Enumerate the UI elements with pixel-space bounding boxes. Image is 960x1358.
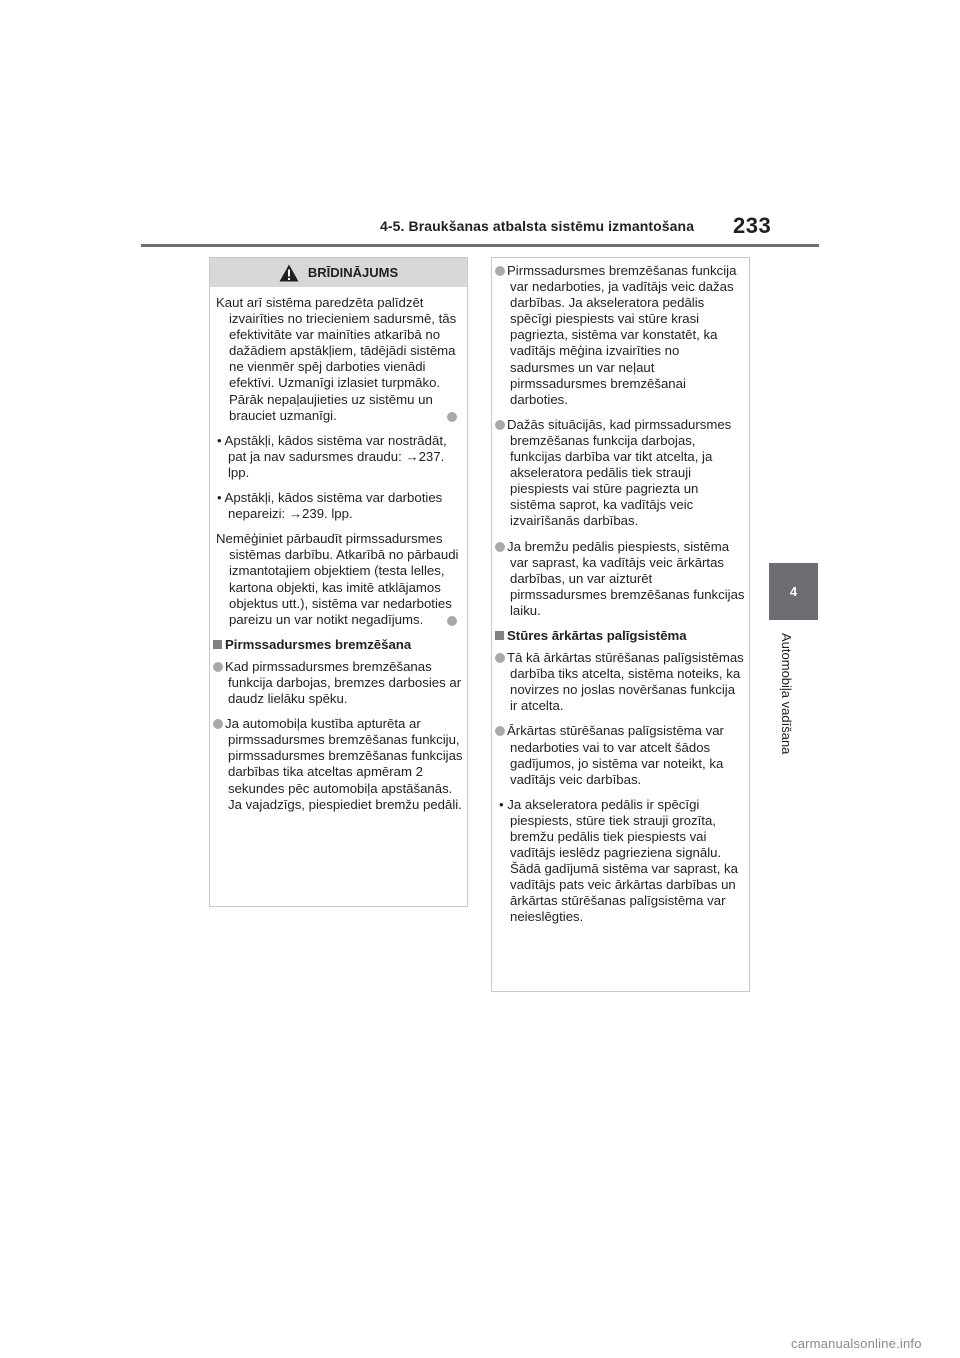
dot-item: Ārkārtas stūrēšanas palīgsistēma var nedarboties vai to var atcelt šādos gadījumos, jo sistēma var noteikt, ka vadītājs veic darbības. [492, 723, 749, 787]
warning-bullet: • Apstākļi, kādos sistēma var darboties nepareizi: →239. lpp. [217, 490, 443, 522]
watermark: carmanualsonline.info [791, 1336, 922, 1351]
dot-item: Tā kā ārkārtas stūrēšanas palīgsistēmas darbība tiks atcelta, sistēma noteiks, ka novirzes no joslas novēršanas funkcija ir atcelta. [492, 650, 749, 714]
warning-triangle-icon [279, 264, 299, 282]
dot-bullet-icon [495, 420, 505, 430]
chapter-tab [769, 563, 818, 620]
section-title: 4-5. Braukšanas atbalsta sistēmu izmantošana [380, 218, 695, 234]
square-bullet-icon [495, 631, 504, 640]
warning-dot-item: Kad pirmssadursmes bremzēšanas funkcija darbojas, bremzes darbosies ar daudz lielāku spēku. [210, 659, 467, 707]
square-bullet-icon [213, 640, 222, 649]
dot-bullet-icon [495, 542, 505, 552]
end-mark-icon [447, 616, 457, 626]
warning-dot-item: Ja automobiļa kustība apturēta ar pirmssadursmes bremzēšanas funkciju, pirmssadursmes bremzēšanas funkcijas darbības tika atceltas apmēram 2 sekundes pēc automobiļa apstāšanās. Ja vajadzīgs, piespiediet bremžu pedāli. [210, 716, 467, 813]
warning-body [210, 287, 467, 813]
dot-bullet-icon [495, 653, 505, 663]
warning-paragraph: Nemēģiniet pārbaudīt pirmssadursmes sistēmas darbību. Atkarībā no pārbaudi izmantotajiem objektiem (testa lelles, kartona objekti, kas imitē atklājamos objektus utt.), sistēma var nedarboties pareizu un var notikt negadījums. [216, 531, 459, 627]
dot-item: Ja bremžu pedālis piespiests, sistēma var saprast, ka vadītājs veic ārkārtas darbības, un var aizturēt pirmssadursmes bremzēšanas funkcijas laiku. [492, 539, 749, 619]
dot-item: Dažās situācijās, kad pirmssadursmes bremzēšanas funkcija darbojas, funkcijas darbība var tikt atcelta, ja akseleratora pedālis tiek strauji piespiests vai stūre pagriezta un sistēma saprot, ka vadītājs veic izvairīšanās darbības. [492, 417, 749, 530]
subheading: Stūres ārkārtas palīgsistēma [492, 628, 749, 644]
dot-bullet-icon [213, 662, 223, 672]
chapter-title: Automobiļa vadīšana [779, 633, 794, 755]
header-divider [141, 244, 819, 247]
warning-header [210, 258, 467, 287]
bullet-item: • Ja akseleratora pedālis ir spēcīgi piespiests, stūre tiek strauji grozīta, bremžu pedālis tiek piespiests vai vadītājs ieslēdz pagrieziena signālu. Šādā gadījumā sistēma var saprast, ka vadītājs pats veic ārkārtas darbības un ārkārtas stūrēšanas palīgsistēma var neieslēgties. [499, 796, 738, 925]
subheading: Pirmssadursmes bremzēšana [210, 637, 467, 653]
dot-item: Pirmssadursmes bremzēšanas funkcija var nedarboties, ja vadītājs veic dažas darbības. Ja akseleratora pedālis spēcīgi piespiests vai stūre krasi pagriezta, sistēma var konstatēt, ka vadītājs mēģina izvairīties no sadursmes un var neļaut pirmssadursmes bremzēšanai darboties. [492, 263, 749, 408]
warning-paragraph: Kaut arī sistēma paredzēta palīdzēt izvairīties no triecieniem sadursmē, tās efektivitāte var mainīties atkarībā no dažādiem apstākļiem, tādējādi sistēma ne vienmēr spēj darboties vienādi efektīvi. Uzmanīgi izlasiet turpmāko. Pārāk nepaļaujieties uz sistēmu un brauciet uzmanīgi. [216, 295, 457, 423]
dot-bullet-icon [213, 719, 223, 729]
chapter-number: 4 [789, 584, 798, 599]
page-number: 233 [733, 213, 772, 238]
dot-bullet-icon [495, 726, 505, 736]
warning-bullet: • Apstākļi, kādos sistēma var nostrādāt, pat ja nav sadursmes draudu: →237. lpp. [217, 432, 447, 480]
warning-box [209, 257, 468, 907]
warning-title: BRĪDINĀJUMS [307, 265, 399, 280]
end-mark-icon [447, 412, 457, 422]
dot-bullet-icon [495, 266, 505, 276]
right-column-box [491, 257, 750, 992]
